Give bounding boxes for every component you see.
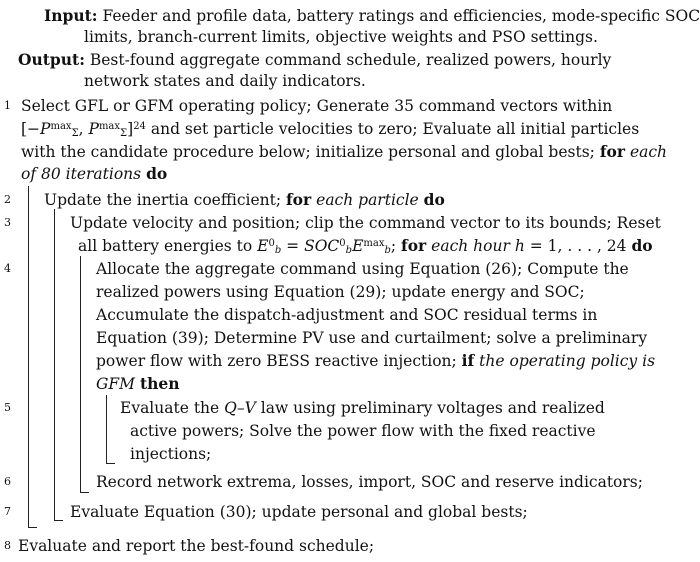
step-7-line: Evaluate Equation (30); update personal and global bests; xyxy=(70,503,528,521)
step-5-text-2: law using preliminary voltages and realized xyxy=(260,399,605,417)
keyword-if: if xyxy=(461,351,475,370)
step-number: 4 xyxy=(4,262,11,275)
output-line-2: network states and daily indicators. xyxy=(84,72,366,90)
output-label: Output: xyxy=(18,50,85,69)
input-label: Input: xyxy=(44,6,98,25)
step-5-law: Q–V xyxy=(224,399,256,417)
step-8-line: Evaluate and report the best-found schedule; xyxy=(18,537,375,555)
keyword-do: do xyxy=(631,236,653,255)
block-guide-gfm xyxy=(106,395,115,464)
step-3-line-1: Update velocity and position; clip the command vector to its bounds; Reset xyxy=(70,214,661,232)
step-1-line-2-text: and set particle velocities to zero; Evaluate all initial particles xyxy=(150,120,640,138)
keyword-do: do xyxy=(423,190,445,209)
step-number: 8 xyxy=(4,539,11,552)
output-line-1: Best-found aggregate command schedule, realized powers, hourly xyxy=(89,51,612,69)
block-guide-particles xyxy=(54,209,63,521)
step-3-line-2: all battery energies to $E^0_b = SOC^0_bE^{max}_b$; for each hour h = 1, . . . , 24 do xyxy=(78,236,653,256)
step-4-line-5 xyxy=(96,351,655,371)
step-2-text: Update the inertia coefficient; xyxy=(44,191,282,209)
step-4-line-3: Accumulate the dispatch-adjustment and SOC residual terms in xyxy=(96,306,598,324)
step-5-line-3: injections; xyxy=(130,445,212,463)
step-number: 6 xyxy=(4,475,11,488)
step-4-line-1: Allocate the aggregate command using Equation (26); Compute the xyxy=(96,260,629,278)
step-3-range: = 1, . . . , 24 xyxy=(529,237,627,255)
step-4-italic: the operating policy is xyxy=(479,352,656,370)
keyword-do: do xyxy=(146,164,168,183)
input-line-1: Feeder and profile data, battery ratings and efficiencies, mode-specific SOC xyxy=(102,7,700,25)
step-1-italic: each xyxy=(629,143,668,161)
keyword-for: for xyxy=(599,142,625,161)
step-6-line: Record network extrema, losses, import, SOC and reserve indicators; xyxy=(96,473,643,491)
step-2-line xyxy=(44,190,445,210)
step-3-text: all battery energies to xyxy=(78,237,253,255)
step-1-line-2: [$-P^{max}_\Sigma$, $P^{max}_\Sigma]^{24}$ and set particle velocities to zero; Evaluate all initial particles xyxy=(21,120,640,139)
step-4-text: power flow with zero BESS reactive injection; xyxy=(96,352,457,370)
step-number: 2 xyxy=(4,193,11,206)
keyword-then: then xyxy=(139,374,180,393)
step-1-line-1: Select GFL or GFM operating policy; Generate 35 command vectors within xyxy=(21,97,613,115)
step-1-iterations: of 80 iterations xyxy=(21,165,142,183)
step-number: 1 xyxy=(4,99,11,112)
step-number: 7 xyxy=(4,505,11,518)
step-4-line-2: realized powers using Equation (29); update energy and SOC; xyxy=(96,283,585,301)
step-1-line-3-text: with the candidate procedure below; initialize personal and global bests; xyxy=(21,143,595,161)
step-2-italic: each particle xyxy=(316,191,419,209)
step-number: 3 xyxy=(4,216,11,229)
keyword-for: for xyxy=(401,236,427,255)
input-block xyxy=(44,6,700,26)
step-1-line-4 xyxy=(21,164,167,184)
block-guide-hours xyxy=(80,256,89,493)
output-block xyxy=(18,50,611,70)
keyword-for: for xyxy=(286,190,312,209)
step-4-gfm: GFM xyxy=(96,375,136,393)
step-number: 5 xyxy=(4,401,11,414)
step-4-line-6 xyxy=(96,374,180,394)
step-5-line-1 xyxy=(120,398,605,418)
step-5-line-2: active powers; Solve the power flow with the fixed reactive xyxy=(130,422,596,440)
input-line-2: limits, branch-current limits, objective weights and PSO settings. xyxy=(84,28,598,46)
block-guide-iterations xyxy=(28,186,37,528)
step-4-line-4: Equation (39); Determine PV use and curtailment; solve a preliminary xyxy=(96,329,648,347)
step-5-text: Evaluate the xyxy=(120,399,220,417)
step-1-line-3 xyxy=(21,142,667,162)
step-3-italic: each hour xyxy=(431,237,510,255)
